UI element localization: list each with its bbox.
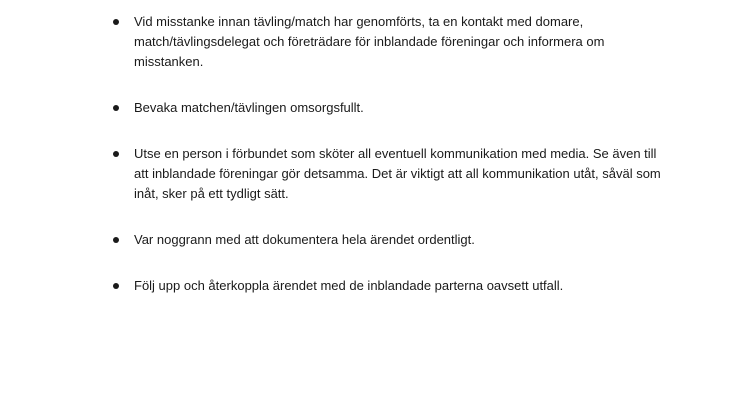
list-item [113,230,673,250]
list-item [113,12,673,72]
bullet-icon [113,19,119,25]
bullet-text: Bevaka matchen/tävlingen omsorgsfullt. [134,100,364,115]
bullet-icon [113,237,119,243]
bullet-icon [113,283,119,289]
list-item [113,98,673,118]
list-item [113,144,673,204]
bullet-list [113,12,673,322]
bullet-icon [113,105,119,111]
list-item [113,276,673,296]
bullet-icon [113,151,119,157]
bullet-text: Var noggrann med att dokumentera hela ärendet ordentligt. [134,232,475,247]
bullet-text: Följ upp och återkoppla ärendet med de inblandade parterna oavsett utfall. [134,278,564,293]
bullet-text: Utse en person i förbundet som sköter all eventuell kommunikation med media. Se även till att inblandade föreningar gör detsamma. Det är viktigt att all kommunikation utåt, såväl som inåt, sker på ett tydligt sätt. [134,146,661,201]
bullet-text: Vid misstanke innan tävling/match har genomförts, ta en kontakt med domare, match/tävlingsdelegat och företrädare för inblandade föreningar och informera om misstanken. [134,14,605,69]
